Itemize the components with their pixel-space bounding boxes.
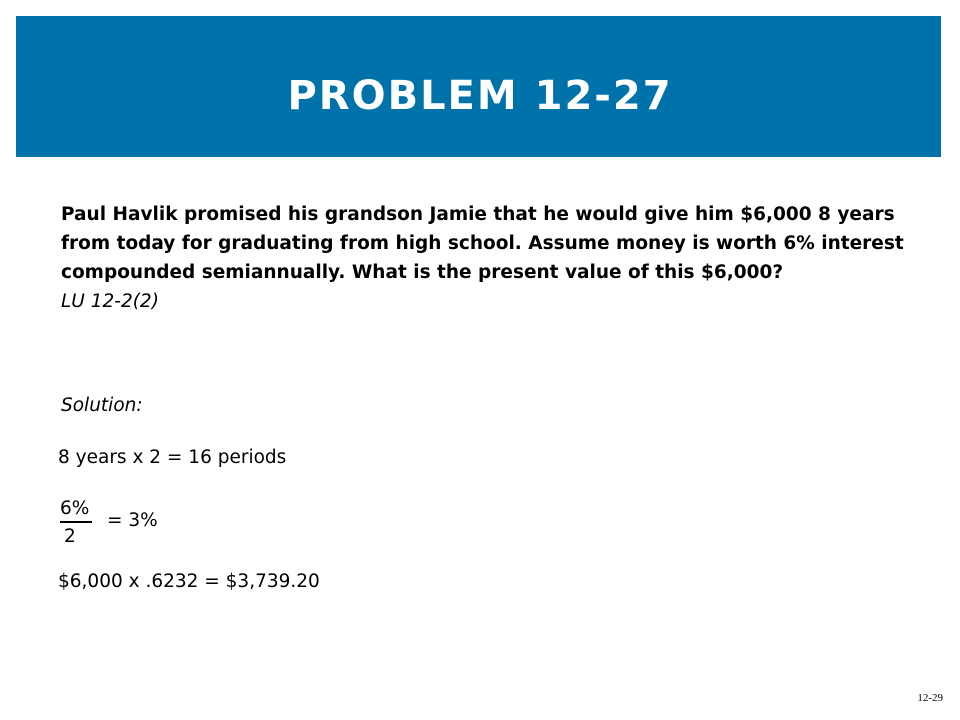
learning-unit-reference: LU 12-2(2) [61, 291, 159, 312]
problem-statement: Paul Havlik promised his grandson Jamie that he would give him $6,000 8 years from today for graduating from high school. Assume money is worth 6% interest compounded semiannually. What is the present value of this $6,000? [61, 204, 904, 283]
periods-calculation: 8 years x 2 = 16 periods [58, 447, 287, 468]
rate-per-period-result: = 3% [107, 510, 158, 531]
slide-title: PROBLEM 12-27 [287, 73, 673, 119]
solution-label: Solution: [61, 395, 143, 416]
rate-fraction-numerator: 6% [60, 498, 90, 519]
rate-fraction-denominator: 2 [64, 526, 76, 547]
present-value-calculation: $6,000 x .6232 = $3,739.20 [58, 571, 320, 592]
page-number: 12-29 [917, 692, 943, 704]
